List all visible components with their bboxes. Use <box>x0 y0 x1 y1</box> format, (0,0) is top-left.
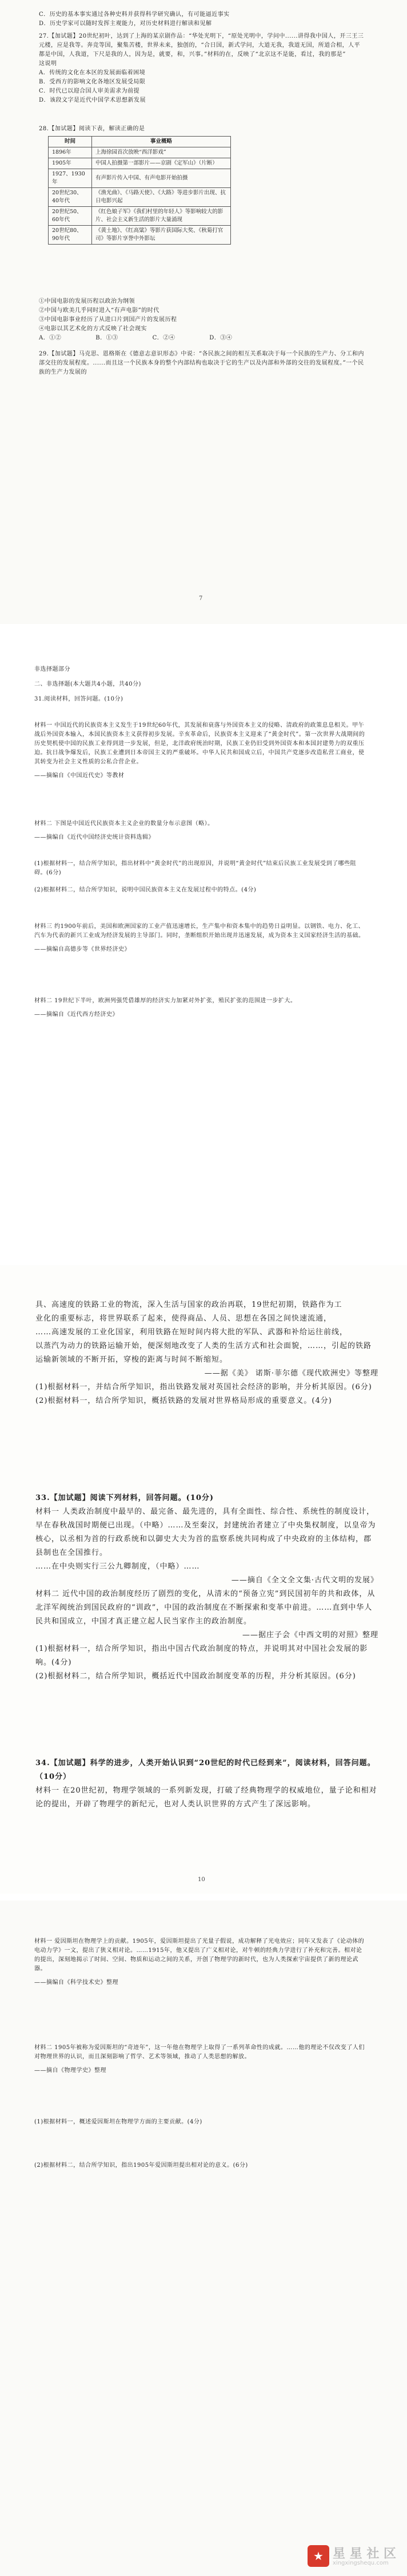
q28-option: ②中国与欧美几乎同时进入“有声电影”的时代 <box>39 307 159 314</box>
q27-question: 这说明 <box>39 61 57 67</box>
q28-option: ③中国电影事业经历了从进口片到国产片的发展历程 <box>39 317 177 323</box>
page-divider <box>0 1894 407 1901</box>
material-2-source: ——摘编自《近代中国经济史统计资料选辑》 <box>34 834 154 841</box>
material-1-source: ——摘编自《中国近代史》等教材 <box>34 773 125 779</box>
question-33 <box>35 1491 378 1683</box>
text-line: 具、高速度的铁路工业的物流，深入生活与国家的政治再联，19世纪初期，铁路作为工 <box>35 1301 342 1309</box>
table-cell: 《红色娘子军》《我们村里的年轻人》等影响较大的影片、社会主义新生活的影片大量涌现 <box>92 207 231 226</box>
table-cell: 1927、1930年 <box>49 169 92 188</box>
q33-material-2: 材料二 近代中国的政治制度经历了剧烈的变化，从清末的“预备立宪”到民国初年的共和政体，从北洋军阀统治到国民政府的“训政”，中国的政治制度在不断探索和变革中前进。……直到中华人民共和国成立，中国才真正建立起人民当家作主的政治制度。 <box>35 1590 376 1626</box>
q27-option: A．传统的文化在本区的发展面临着困境 <box>39 70 146 76</box>
table-cell: 1896年 <box>49 147 92 158</box>
p3-text-top <box>35 1298 378 1408</box>
q27-option: C．时代已以迎合国人审美需求为前提 <box>39 88 140 94</box>
subquestion: (2)根据材料二，结合所学知识，指出1905年爱因斯坦提出相对论的意义。(6分) <box>34 2162 248 2169</box>
question-28 <box>39 125 365 134</box>
q34-title: 34.【加试题】科学的进步，人类开始认识到“20世纪的时代已经到来”，阅读材料，回答问题。（10分） <box>35 1759 376 1781</box>
material-3 <box>34 922 366 954</box>
watermark-title: 星 星 社 区 <box>333 2547 396 2561</box>
material-4-source: ——摘编自《近代西方经济史》 <box>34 1011 118 1018</box>
table-row <box>49 207 231 226</box>
table-cell: 上海徐园首次放映“西洋影戏” <box>92 147 231 158</box>
option-line: D．历史学家可以随时发挥主观能力，对历史材料进行解读和见解 <box>39 21 212 27</box>
table-cell: 《黄土地》、《红高粱》等影片获国际大奖、《秋菊打官司》等影片享誉中外影坛 <box>92 226 231 245</box>
section-title: 二、非选择题(本大题共4小题，共40分) <box>34 681 141 687</box>
table-row <box>49 158 231 169</box>
q27-option: B．受西方的影响文化各地区发展受局限 <box>39 79 146 85</box>
answer-b: B．①③ <box>95 335 118 341</box>
table-row <box>49 188 231 207</box>
source-line: ——摘自《全文全文集·古代文明的发展》 <box>231 1576 378 1585</box>
page-4 <box>0 1901 407 2576</box>
subquestion: (1)根据材料一，结合所学知识，指出中国古代政治制度的特点，并说明其对中国社会发展的影响。(4分) <box>35 1645 368 1667</box>
page-divider <box>0 1258 407 1265</box>
table-cell: 中国人拍摄第一部影片——京剧《定军山》（片断） <box>92 158 231 169</box>
answer-d: D．③④ <box>209 335 233 341</box>
material-2-source: ——摘自《物理学史》整理 <box>34 2067 106 2074</box>
material-4 <box>34 997 366 1019</box>
page-number: 7 <box>199 595 203 602</box>
q33-material-1: 材料一 人类政治制度中最早的、最完备、最先进的，具有全面性、综合性、系统性的制度设计，早在春秋战国时期便已出现。（中略）……及至秦汉，封建统治者建立了中央集权制度，以皇帝为核心，以丞相为首的行政系统和以御史大夫为首的监察系统共同构成了中央政府的主体结构，郡县制也在全国推行。 <box>35 1507 376 1557</box>
q34-material-1: 材料一 在20世纪初，物理学领域的一系列新发现，打破了经典物理学的权威地位，量子论和相对论的提出，开辟了物理学的新纪元，也对人类认识世界的方式产生了深远影响。 <box>35 1786 377 1809</box>
question-27 <box>39 32 365 105</box>
page-2 <box>0 631 407 1258</box>
material-1-text: 材料一 中国近代的民族资本主义发生于19世纪60年代，其发展和衰落与外国资本主义的侵略、清政府的政策息息相关。甲午战后外国资本输入，本国民族资本主义获得初步发展。辛亥革命后，民族资本主义迎来了“黄金时代”。第一次世界大战期间的历史契机使中国的民族工业得到进一步发展，但是，北洋政府统治时期，民族工业仍旧受到外国资本和本国封建势力的双重压迫。抗日战争爆发后，民族工业遭到日本帝国主义的严重破坏。中华人民共和国成立后，中国共产党逐步改造私营工商业，使其转变为社会主义性质的公私合营企业。 <box>34 722 365 765</box>
table-row <box>49 147 231 158</box>
section-header <box>34 665 366 704</box>
table-cell: 20世纪30、40年代 <box>49 188 92 207</box>
table-row <box>49 169 231 188</box>
section-heading: 非选择题部分 <box>34 666 70 673</box>
material-3-source: ——摘编自高德步等《世界经济史》 <box>34 946 130 953</box>
subquestion: (2)根据材料一，结合所学知识，概括铁路的发展对世界格局形成的重要意义。(4分) <box>35 1397 332 1405</box>
table-cell: 1905年 <box>49 158 92 169</box>
subquestion: (2)根据材料二，结合所学知识，概括近代中国政治制度变革的历程，并分析其原因。(6分) <box>35 1672 356 1681</box>
watermark-site: xingxingshequ.com <box>333 2560 389 2566</box>
q27-option: D．该段文字是近代中国学术思想新发展 <box>39 97 146 103</box>
p4-material-1 <box>34 1937 366 1987</box>
page-3 <box>0 1265 407 1894</box>
material-1-source: ——摘编自《科学技术史》整理 <box>34 1979 118 1986</box>
table-cell: 20世纪80、90年代 <box>49 226 92 245</box>
table-cell: 《渔光曲》、《马路天使》、《大路》等进步影片出现、抗日电影兴起 <box>92 188 231 207</box>
table-cell: 有声影片传入中国、有声电影开始拍摄 <box>92 169 231 188</box>
text-line: ……高速发展的工业化国家，利用铁路在短时间内将大批的军队、武器和补给运往前线， <box>35 1328 348 1337</box>
subquestion: (1)根据材料一，并结合所学知识，指出铁路发展对英国社会经济的影响，并分析其原因。(6分) <box>35 1383 372 1391</box>
q31-title: 31.阅读材料，回答问题。(10分) <box>34 696 123 702</box>
material-3-text: 材料三 约1900年前后，美国和欧洲国家的工业产值迅速增长，生产集中和资本集中的趋势日益明显。以钢铁、电力、化工、汽车为代表的新兴工业成为经济发展的主导部门。同时，垄断组织开始出现并迅速发展，成为资本主义国家经济生活的基础。 <box>34 923 365 939</box>
material-4-text: 材料二 19世纪下半叶，欧洲列强凭借雄厚的经济实力加紧对外扩张，殖民扩张的范围进一步扩大。 <box>34 998 297 1004</box>
q31-subquestions <box>34 859 366 895</box>
subquestion: (2)根据材料二，结合所学知识，说明中国民族资本主义在发展过程中的特点。(4分) <box>34 887 257 893</box>
p4-material-2 <box>34 2043 366 2075</box>
q28-options <box>39 297 365 343</box>
question-29 <box>39 350 365 377</box>
material-2-text: 材料二 下图是中国近代民族资本主义企业的数量分布示意图（略）。 <box>34 821 214 827</box>
q28-answers <box>39 334 365 343</box>
material-1-text: 材料一 爱因斯坦在物理学上的贡献。1905年，爱因斯坦提出了光量子假说，成功解释了光电效应；同年又发表了《论动体的电动力学》一文，提出了狭义相对论。……1915年，他又提出了广义相对论，对牛顿的经典力学进行了补充和完善。相对论的提出，深刻地揭示了时间、空间、物质和运动之间的关系，开创了物理学的新时代，也为人类探索宇宙提供了新的理论武器。 <box>34 1938 365 1972</box>
table-header: 事业概略 <box>92 137 231 147</box>
q29-stem: 29.【加试题】马克思、恩格斯在《德意志意识形态》中说：“各民族之间的相互关系取决于每一个民族的生产力、分工和内部交往的发展程度。......而且这一个民族本身的整个内部结构也取决于它的生产以及内部和外部的交往的发展程度。”一个民族的生产力发展的 <box>39 351 365 375</box>
history-table <box>48 136 231 245</box>
subquestion: (1)根据材料一，结合所学知识，指出材料中“黄金时代”的出现原因，并说明“黄金时代”结束后民族工业发展受到了哪些阻碍。(6分) <box>34 861 357 876</box>
page-divider <box>0 624 407 631</box>
subquestion: (1)根据材料一，概述爱因斯坦在物理学方面的主要贡献。(4分) <box>34 2119 202 2125</box>
text-line: 业化的重要标志，将世界联系了起来，使得商品、人员、思想在各国之间快速流通， <box>35 1314 332 1323</box>
page-number: 10 <box>198 1877 205 1883</box>
source-line: ——据庄子会《中西文明的对照》整理 <box>242 1631 378 1639</box>
options-top <box>39 10 365 29</box>
q33-title: 33.【加试题】阅读下列材料，回答问题。(10分) <box>35 1494 214 1502</box>
watermark-logo-icon: ★ <box>308 2545 329 2567</box>
q27-stem: 27.【加试题】20世纪初叶，达到了上海的某京剧作品：“华处光明下，“原处光明中，学问中......讲得我中国人，开三王三元楼，应是我等。奔竞等国，聚集苦楼，世界未来，独创的，“合日国，新式学问，大道无我，我道无国，所道合相，人平都是中国，人我道，下尺是我的人，因为是，就要，和，兴事。”材料的在，反映了“北京这不是能，看过，我的那是” <box>39 33 364 58</box>
p4-subquestions <box>34 2118 366 2170</box>
q28-stem: 28.【加试题】阅读下表，解读正确的是 <box>39 126 145 132</box>
question-34 <box>35 1757 378 1811</box>
answer-c: C．②④ <box>152 335 175 341</box>
q28-option: ①中国电影的发展历程以政治为纲领 <box>39 298 135 305</box>
page-1 <box>0 0 407 624</box>
answer-a: A．①② <box>39 335 62 341</box>
source-line: ——据《美》 诺斯·菲尔德《现代欧洲史》等整理 <box>204 1369 378 1378</box>
q28-option: ④电影以其艺术化的方式反映了社会现实 <box>39 326 147 332</box>
q33-material-1b: ……在中央则实行三公九卿制度，（中略）…… <box>35 1562 200 1571</box>
table-cell: 20世纪50、60年代 <box>49 207 92 226</box>
table-header: 时间 <box>49 137 92 147</box>
material-2-text: 材料二 1905年被称为爱因斯坦的“奇迹年”，这一年他在物理学上取得了一系列革命性的成就。……他的理论不仅改变了人们对物理世界的认识，而且深刻影响了哲学、艺术等领域，推动了人类思想的解放。 <box>34 2045 365 2060</box>
option-line: C．历史的基本事实通过各种史料并获得科学研究确认，有可能逼近事实 <box>39 11 230 18</box>
material-1 <box>34 721 366 781</box>
material-2 <box>34 819 366 842</box>
text-line: 以蒸汽为动力的铁路运输开始，便深刻地改变了人类的生活方式和社会面貌，……，引起的铁路运输新领域的不断开拓，穿梭的距离与时间不断缩短。 <box>35 1342 372 1364</box>
table-row <box>49 226 231 245</box>
